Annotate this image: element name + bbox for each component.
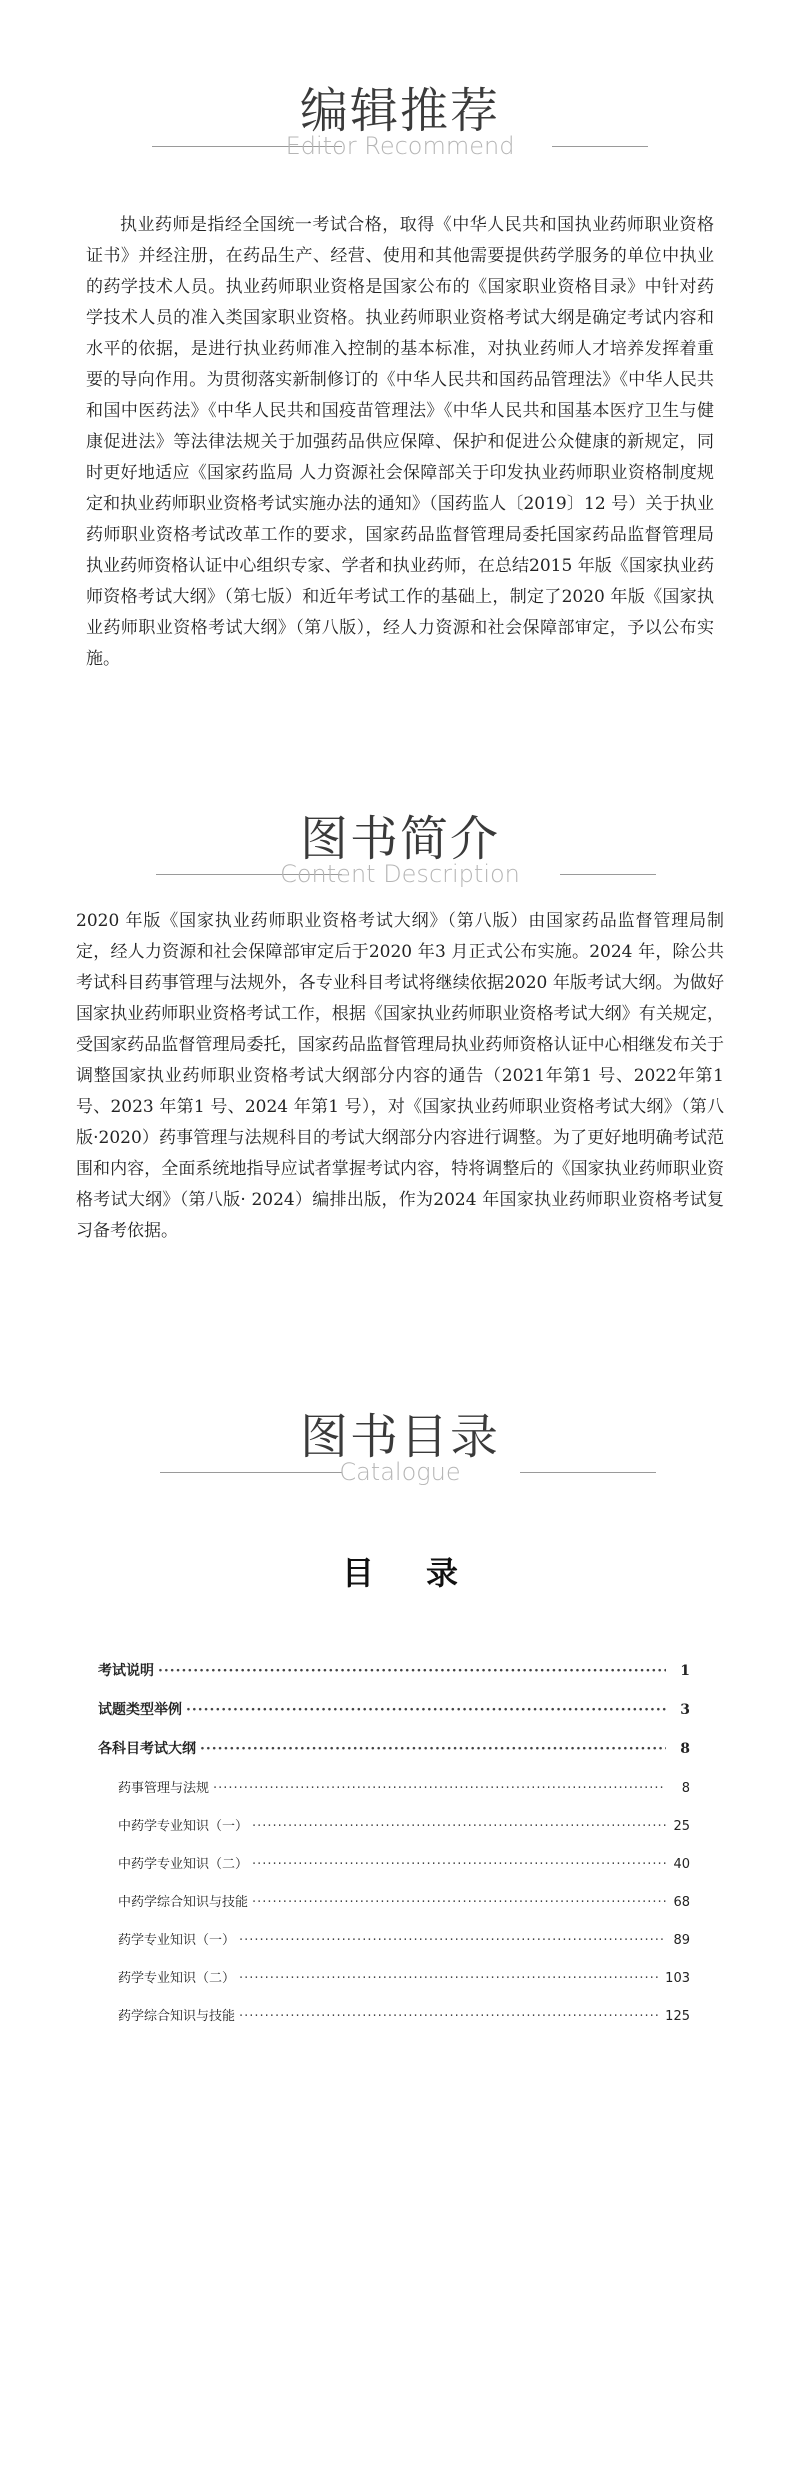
toc-entry-page: 89 [673, 1933, 690, 1948]
toc-entry-label: 药学综合知识与技能 [118, 2009, 236, 2024]
toc-entry [98, 1929, 690, 1967]
toc-entry-page: 25 [673, 1819, 690, 1834]
content-description-subtitle: Content Description [280, 860, 520, 888]
toc-entry-page: 8 [681, 1781, 690, 1796]
toc-leader-dots [239, 1933, 666, 1948]
toc-entry [98, 1891, 690, 1929]
toc-entry-label: 中药学专业知识（二） [118, 1857, 249, 1872]
toc-leader-dots [213, 1781, 666, 1796]
toc-entry-label: 药事管理与法规 [118, 1781, 210, 1796]
toc-entry-label: 药学专业知识（一） [118, 1933, 236, 1948]
toc-leader-dots [200, 1741, 666, 1757]
header-divider-right [560, 874, 656, 875]
toc-entry [98, 1815, 690, 1853]
editor-recommend-body: 执业药师是指经全国统一考试合格，取得《中华人民共和国执业药师职业资格证书》并经注册，在药品生产、经营、使用和其他需要提供药学服务的单位中执业的药学技术人员。执业药师职业资格是国家公布的《国家职业资格目录》中针对药学技术人员的准入类国家职业资格。执业药师职业资格考试大纲是确定考试内容和水平的依据，是进行执业药师准入控制的基本标准，对执业药师人才培养发挥着重要的导向作用。为贯彻落实新制修订的《中华人民共和国药品管理法》《中华人民共和国中医药法》《中华人民共和国疫苗管理法》《中华人民共和国基本医疗卫生与健康促进法》等法律法规关于加强药品供应保障、保护和促进公众健康的新规定，同时更好地适应《国家药监局 人力资源社会保障部关于印发执业药师职业资格制度规定和执业药师职业资格考试实施办法的通知》（国药监人〔2019〕12 号）关于执业药师职业资格考试改革工作的要求，国家药品监督管理局委托国家药品监督管理局执业药师资格认证中心组织专家、学者和执业药师，在总结2015 年版《国家执业药师资格考试大纲》（第七版）和近年考试工作的基础上，制定了2020 年版《国家执业药师职业资格考试大纲》（第八版），经人力资源和社会保障部审定，予以公布实施。 [86, 215, 714, 669]
toc-entry [98, 1853, 690, 1891]
toc-entry-label: 考试说明 [98, 1663, 154, 1679]
toc-entry-label: 各科目考试大纲 [98, 1741, 196, 1757]
toc-entry-page: 103 [665, 1971, 690, 1986]
toc-entry [98, 1967, 690, 2005]
toc-entry [98, 1660, 690, 1699]
editor-recommend-header [0, 72, 800, 182]
toc-list [98, 1660, 690, 2043]
toc-entry-page: 68 [673, 1895, 690, 1910]
toc-leader-dots [252, 1895, 666, 1910]
catalogue-subtitle: Catalogue [339, 1458, 461, 1486]
toc-entry-page: 1 [680, 1663, 690, 1679]
toc-entry-label: 中药学综合知识与技能 [118, 1895, 249, 1910]
content-description-header [0, 800, 800, 910]
header-divider-right [552, 146, 648, 147]
toc-entry-page: 8 [680, 1741, 690, 1757]
toc-leader-dots [252, 1857, 666, 1872]
catalogue-header [0, 1398, 800, 1508]
toc-entry [98, 1777, 690, 1815]
toc-leader-dots [239, 1971, 661, 1986]
toc-entry [98, 1738, 690, 1777]
toc-leader-dots [239, 2009, 661, 2024]
toc-leader-dots [252, 1819, 666, 1834]
content-description-body: 2020 年版《国家执业药师职业资格考试大纲》（第八版）由国家药品监督管理局制定，经人力资源和社会保障部审定后于2020 年3 月正式公布实施。2024 年，除公共考试科目药事管理与法规外，各专业科目考试将继续依据2020 年版考试大纲。为做好国家执业药师职业资格考试工作，根据《国家执业药师职业资格考试大纲》有关规定，受国家药品监督管理局委托，国家药品监督管理局执业药师资格认证中心相继发布关于调整国家执业药师职业资格考试大纲部分内容的通告（2021年第1 号、2022年第1 号、2023 年第1 号、2024 年第1 号），对《国家执业药师职业资格考试大纲》（第八版·2020）药事管理与法规科目的考试大纲部分内容进行调整。为了更好地明确考试范围和内容，全面系统地指导应试者掌握考试内容，特将调整后的《国家执业药师职业资格考试大纲》（第八版· 2024）编排出版，作为2024 年国家执业药师职业资格考试复习备考依据。 [76, 911, 724, 1241]
toc-entry-page: 125 [665, 2009, 690, 2024]
content-description-title: 图书简介 [299, 811, 500, 867]
editor-recommend-subtitle: Editor Recommend [285, 132, 515, 160]
toc-entry-page: 3 [680, 1702, 690, 1718]
toc-entry [98, 1699, 690, 1738]
toc-entry-label: 药学专业知识（二） [118, 1971, 236, 1986]
toc-leader-dots [186, 1702, 666, 1718]
toc-leader-dots [158, 1663, 666, 1679]
editor-recommend-title: 编辑推荐 [299, 83, 500, 139]
catalogue-title: 图书目录 [299, 1409, 500, 1465]
toc-entry-label: 中药学专业知识（一） [118, 1819, 249, 1834]
toc-heading: 目录 [341, 1554, 510, 1592]
toc-entry-page: 40 [673, 1857, 690, 1872]
header-divider-right [520, 1472, 656, 1473]
toc-entry-label: 试题类型举例 [98, 1702, 182, 1718]
toc-entry [98, 2005, 690, 2043]
